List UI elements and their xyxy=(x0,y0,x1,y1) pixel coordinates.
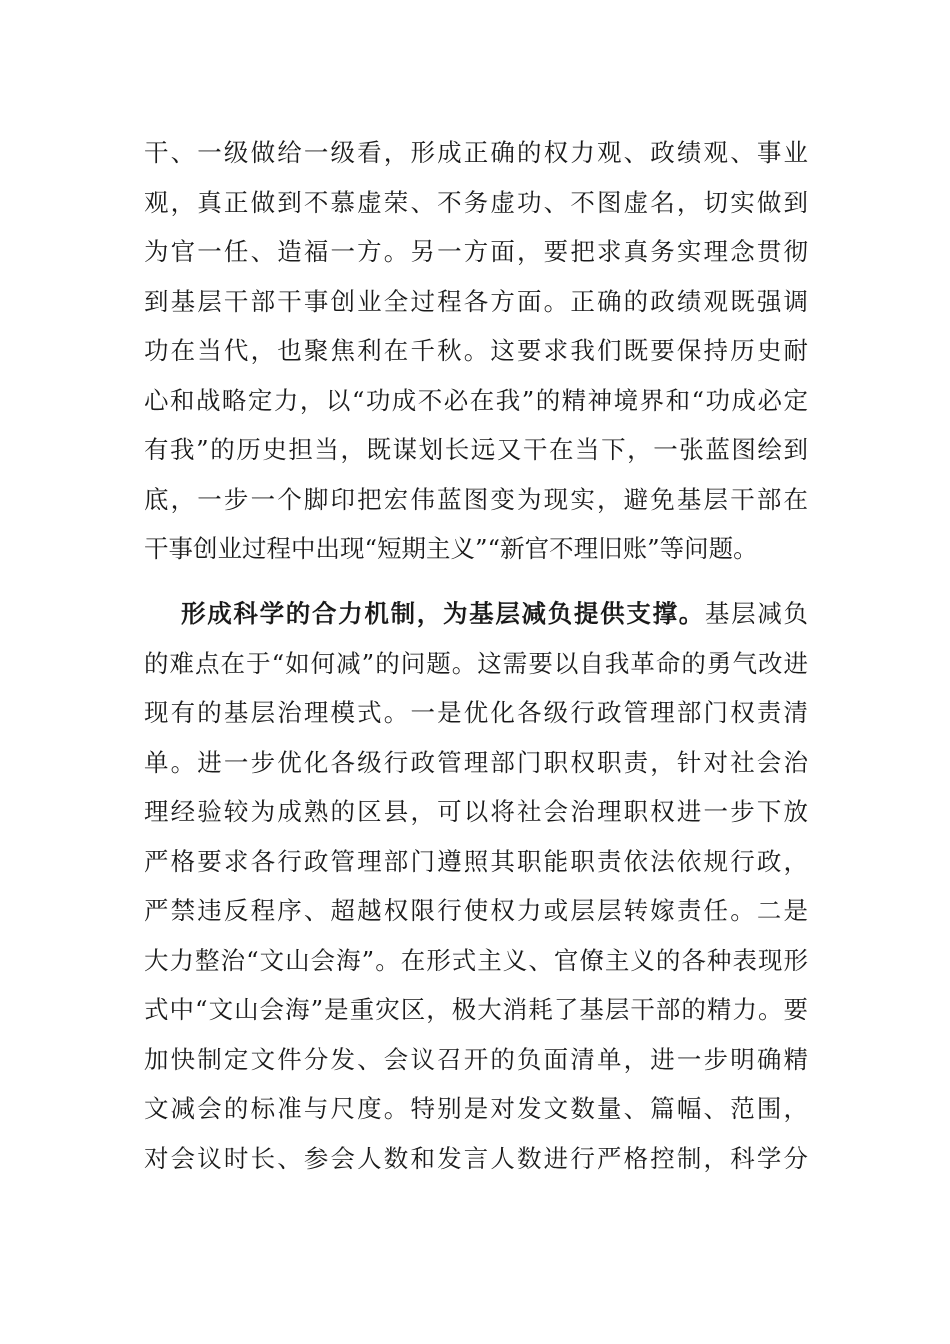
text-line: 功在当代，也聚焦利在千秋。这要求我们既要保持历史耐 xyxy=(144,336,808,365)
text-line: 加快制定文件分发、会议召开的负面清单，进一步明确精 xyxy=(144,1044,808,1074)
text-line: 大力整治“文山会海”。在形式主义、官僚主义的各种表现形 xyxy=(144,945,808,975)
paragraph-1 xyxy=(144,128,808,574)
text-line: 有我”的历史担当，既谋划长远又干在当下，一张蓝图绘到 xyxy=(144,435,808,464)
text-line: 观，真正做到不慕虚荣、不务虚功、不图虚名，切实做到 xyxy=(144,187,808,217)
paragraph-heading-rest: 基层减负 xyxy=(704,599,808,628)
text-line: 式中“文山会海”是重灾区，极大消耗了基层干部的精力。要 xyxy=(144,995,808,1024)
text-line: 底，一步一个脚印把宏伟蓝图变为现实，避免基层干部在 xyxy=(144,484,808,514)
text-line: 现有的基层治理模式。一是优化各级行政管理部门权责清 xyxy=(144,698,808,727)
text-line: 文减会的标准与尺度。特别是对发文数量、篇幅、范围， xyxy=(144,1094,808,1123)
text-line: 严格要求各行政管理部门遵照其职能职责依法依规行政， xyxy=(144,846,808,876)
paragraph-heading: 形成科学的合力机制，为基层减负提供支撑。 xyxy=(181,599,705,628)
text-line: 严禁违反程序、超越权限行使权力或层层转嫁责任。二是 xyxy=(144,896,808,925)
text-line: 理经验较为成熟的区县，可以将社会治理职权进一步下放 xyxy=(144,797,808,826)
text-line: 的难点在于“如何减”的问题。这需要以自我革命的勇气改进 xyxy=(144,648,808,678)
text-line: 心和战略定力，以“功成不必在我”的精神境界和“功成必定 xyxy=(144,385,808,415)
paragraph-2 xyxy=(144,589,808,1183)
paragraph-2-first-line xyxy=(144,589,808,639)
text-line: 为官一任、造福一方。另一方面，要把求真务实理念贯彻 xyxy=(144,237,808,266)
text-line: 到基层干部干事创业全过程各方面。正确的政绩观既强调 xyxy=(144,286,808,316)
text-line: 干、一级做给一级看，形成正确的权力观、政绩观、事业 xyxy=(144,138,808,167)
text-line: 对会议时长、参会人数和发言人数进行严格控制，科学分 xyxy=(144,1143,808,1173)
text-line: 单。进一步优化各级行政管理部门职权职责，针对社会治 xyxy=(144,747,808,777)
text-line-last: 干事创业过程中出现“短期主义”“新官不理旧账”等问题。 xyxy=(144,534,758,563)
